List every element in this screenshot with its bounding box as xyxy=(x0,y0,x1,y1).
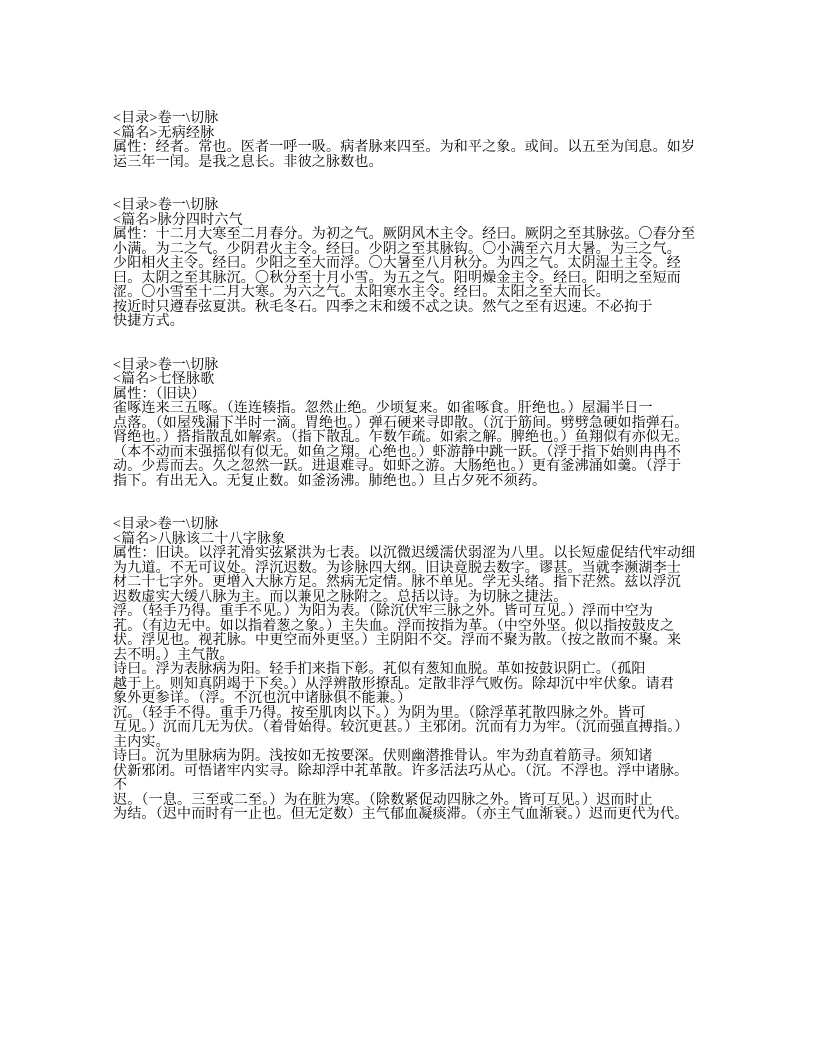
text-line: 互见。）沉而几无为伏。（着骨始得。较沉更甚。）主邪闭。沉而有力为牢。（沉而强直搏指。） xyxy=(113,720,689,735)
text-line: 象外更参详。（浮。不沉也沉中诸脉俱不能兼。） xyxy=(113,691,412,706)
section-mai-fen-sishi-liuqi xyxy=(113,199,713,330)
text-line: 去不明。）主气散。 xyxy=(113,647,234,663)
text-line: 少阳相火主令。经曰。少阳之至大而浮。〇大暑至八月秋分。为四之气。太阴湿土主令。经 xyxy=(113,256,681,271)
toc-line: <目录>卷一\切脉 xyxy=(113,111,219,126)
text-line: 运三年一闰。是我之息长。非彼之脉数也。 xyxy=(113,154,383,170)
text-line: 迟数虚实大缓八脉为主。而以兼见之脉附之。总括以诗。为切脉之捷法。 xyxy=(113,589,568,605)
text-line: 动。少焉而去。久之忽然一跃。进退难寻。如虾之游。大肠绝也。）更有釜沸涌如羹。（浮于 xyxy=(113,459,682,474)
text-line: 主内实。 xyxy=(113,734,170,750)
text-line: 属性：经者。常也。医者一呼一吸。病者脉来四至。为和平之象。或间。以五至为闰息。如岁 xyxy=(113,140,696,155)
text-line: 快捷方式。 xyxy=(113,314,184,329)
text-line: 为结。（迟中而时有一止也。但无定数）主气郁血凝痰滞。（亦主气血渐衰。）迟而更代为代。 xyxy=(113,807,689,822)
text-line: 越于上。则知真阴竭于下矣。）从浮辨散形撩乱。定散非浮气败伤。除却沉中牢伏象。请君 xyxy=(113,676,674,692)
text-line: 为九道。不无可议处。浮沉迟数。为诊脉四大纲。旧诀竟脱去数字。谬甚。当就李濒湖李士 xyxy=(113,560,681,576)
section-bamai-ershiba-maixiang xyxy=(113,518,713,823)
text-line: 点落。（如屋残漏下半时一滴。胃绝也。）弹石硬来寻即散。（沉于筋间。劈劈急硬如指弹石。 xyxy=(113,415,689,431)
text-line: 状。浮见也。视芤脉。中更空而外更坚。）主阴阳不交。浮而不聚为散。（按之散而不聚。来 xyxy=(113,633,682,648)
text-line: 芤。（有边无中。如以指着葱之象。）主失血。浮而按指为革。（中空外坚。似以指按鼓皮之 xyxy=(113,618,675,634)
text-line: 沉。（轻手不得。重手乃得。按至肌肉以下。）为阴为里。（除浮革芤散四脉之外。皆可 xyxy=(113,705,646,721)
text-line: 迟。（一息。三至或二至。）为在脏为寒。（除数紧促动四脉之外。皆可互见。）迟而时止 xyxy=(113,792,653,808)
text-line: 属性：旧诀。以浮芤滑实弦紧洪为七表。以沉微迟缓濡伏弱涩为八里。以长短虚促结代牢动细 xyxy=(113,546,696,561)
text-line: （本不动而末强摇似有似无。如鱼之翔。心绝也。）虾游静中跳一跃。（浮于指下始则冉冉不 xyxy=(113,444,682,460)
toc-line: <目录>卷一\切脉 xyxy=(113,517,219,532)
text-line: 曰。太阴之至其脉沉。〇秋分至十月小雪。为五之气。阳明燥金主令。经曰。阳明之至短而 xyxy=(113,270,681,286)
text-line: 属性：十二月大寒至二月春分。为初之气。厥阴风木主令。经曰。厥阴之至其脉弦。〇春分至 xyxy=(113,227,696,242)
document-content xyxy=(113,112,713,823)
toc-line: <目录>卷一\切脉 xyxy=(113,357,219,373)
section-wubing-jingmai xyxy=(113,112,713,170)
text-line: 涩。〇小雪至十二月大寒。为六之气。太阳寒水主令。经曰。太阳之至大而长。 xyxy=(113,285,610,300)
chapter-title: <篇名>无病经脉 xyxy=(113,125,215,141)
text-line: 按近时只遵春弦夏洪。秋毛冬石。四季之末和缓不忒之诀。然气之至有迟速。不必拘于 xyxy=(113,299,653,315)
toc-line: <目录>卷一\切脉 xyxy=(113,198,219,213)
chapter-title: <篇名>脉分四时六气 xyxy=(113,212,243,228)
section-qiguai-maige xyxy=(113,359,713,490)
text-line: 伏新邪闭。可悟诸牢内实寻。除却浮中芤革散。许多活法巧从心。（沉。不浮也。浮中诸脉。 xyxy=(113,763,689,779)
chapter-title: <篇名>八脉该二十八字脉象 xyxy=(113,531,286,547)
text-line: 诗曰。浮为表脉病为阳。轻手扪来指下彰。芤似有葱知血脱。革如按鼓识阴亡。（孤阳 xyxy=(113,662,646,677)
text-line: 属性：（旧诀） xyxy=(113,386,206,402)
text-line: 指下。有出无入。无复止数。如釜汤沸。肺绝也。）旦占夕死不须药。 xyxy=(113,473,547,489)
text-line: 雀啄连来三五啄。（连连辏指。忽然止绝。少顷复来。如雀啄食。肝绝也。）屋漏半日一 xyxy=(113,401,653,416)
text-line: 肾绝也。）搭指散乱如解索。（指下散乱。乍数乍疏。如索之解。脾绝也。）鱼翔似有亦似无。 xyxy=(113,430,689,445)
text-line: 材二十七字外。更增入大脉方足。然病无定情。脉不单见。学无头绪。指下茫然。兹以浮沉 xyxy=(113,575,681,590)
text-line: 诗曰。沉为里脉病为阴。浅按如无按要深。伏则幽潜推骨认。牢为劲直着筋寻。须知诸 xyxy=(113,749,653,764)
text-line: 小满。为二之气。少阴君火主令。经曰。少阴之至其脉钩。〇小满至六月大暑。为三之气。 xyxy=(113,241,681,257)
text-line: 不 xyxy=(113,778,128,793)
text-line: 浮。（轻手乃得。重手不见。）为阳为表。（除沉伏牢三脉之外。皆可互见。）浮而中空为 xyxy=(113,604,653,619)
chapter-title: <篇名>七怪脉歌 xyxy=(113,372,215,387)
